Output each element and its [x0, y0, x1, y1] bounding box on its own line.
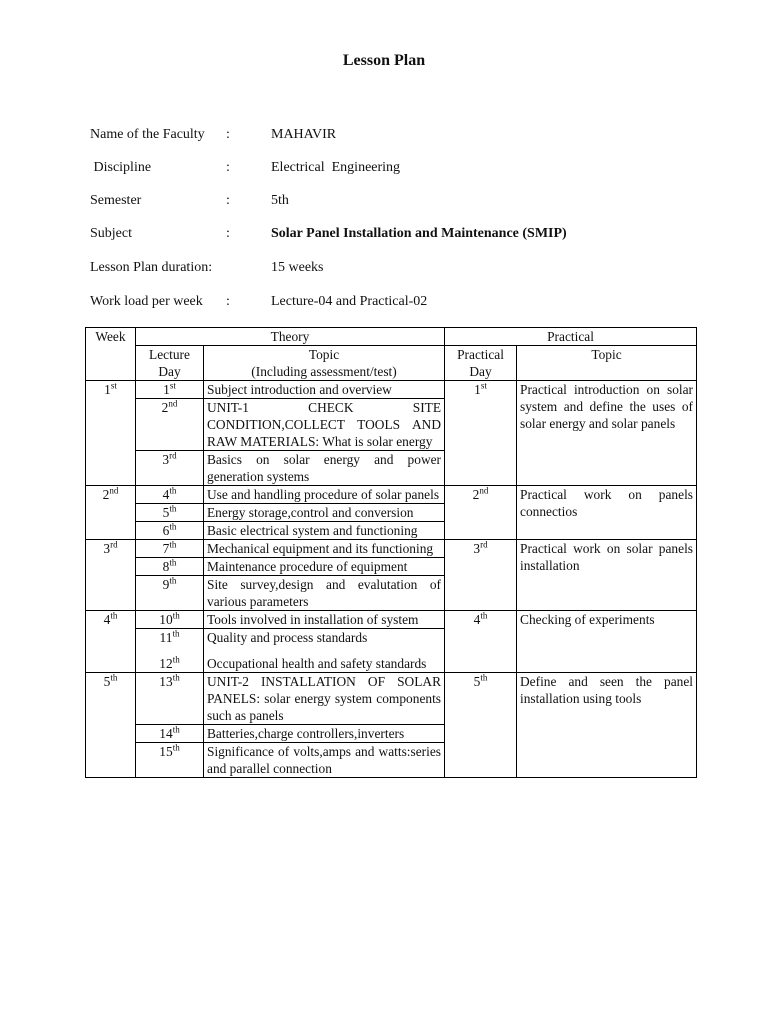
lecture-day-cell: 7th [136, 540, 204, 558]
practical-topic-cell: Practical work on panels connectios [517, 486, 697, 540]
lecture-day-cell: 13th [136, 673, 204, 725]
practical-topic-cell: Checking of experiments [517, 611, 697, 673]
practical-header: Practical [445, 328, 697, 346]
lecture-day-cell: 14th [136, 725, 204, 743]
practical-topic-cell: Practical introduction on solar system and define the uses of solar energy and solar panels [517, 381, 697, 486]
meta-value: Solar Panel Installation and Maintenance (SMIP) [271, 226, 567, 241]
lecture-topic-cell: Significance of volts,amps and watts:series and parallel connection [204, 743, 445, 778]
practical-day-cell: 3rd [445, 540, 517, 611]
practical-topic-cell: Define and seen the panel installation using tools [517, 673, 697, 778]
lecture-day-cell: 10th [136, 611, 204, 629]
lecture-topic-cell: Basics on solar energy and power generation systems [204, 451, 445, 486]
lecture-topic-cell: Maintenance procedure of equipment [204, 558, 445, 576]
subheader-row [86, 346, 697, 381]
lecture-day-cell: 3rd [136, 451, 204, 486]
topic-header-sub: (Including assessment/test) [251, 364, 397, 379]
week-cell: 1st [86, 381, 136, 486]
table-row [86, 540, 697, 558]
meta-value: 5th [271, 193, 289, 208]
header-row [86, 328, 697, 346]
lecture-topic-cell: Site survey,design and evalutation of various parameters [204, 576, 445, 611]
lecture-day-cell: 1st [136, 381, 204, 399]
lecture-topic-cell: Subject introduction and overview [204, 381, 445, 399]
theory-header: Theory [136, 328, 445, 346]
meta-label: Discipline [90, 160, 152, 175]
lecture-topic-cell: Use and handling procedure of solar panels [204, 486, 445, 504]
lecture-day-cell: 12th [136, 651, 204, 673]
meta-colon: : [226, 226, 230, 241]
meta-label: Subject [90, 226, 132, 241]
lecture-topic-cell: Quality and process standards [204, 629, 445, 652]
table-row [86, 486, 697, 504]
table-row [86, 673, 697, 725]
meta-colon: : [226, 193, 230, 208]
week-header-cont [86, 346, 136, 381]
meta-label: Semester [90, 193, 142, 208]
meta-value: 15 weeks [271, 260, 324, 275]
lecture-topic-cell: Mechanical equipment and its functioning [204, 540, 445, 558]
practical-day-cell: 2nd [445, 486, 517, 540]
lecture-topic-cell: UNIT-1 CHECK SITE CONDITION,COLLECT TOOLS AND RAW MATERIALS: What is solar energy [204, 399, 445, 451]
lecture-day-cell: 5th [136, 504, 204, 522]
practical-topic-header: Topic [517, 346, 697, 381]
topic-header [204, 346, 445, 381]
lecture-topic-cell: Energy storage,control and conversion [204, 504, 445, 522]
meta-value: MAHAVIR [271, 127, 337, 142]
page-title: Lesson Plan [342, 52, 426, 69]
practical-day-cell: 5th [445, 673, 517, 778]
practical-day-cell: 1st [445, 381, 517, 486]
lecture-day-cell: 4th [136, 486, 204, 504]
lesson-plan-table [85, 327, 697, 778]
week-cell: 3rd [86, 540, 136, 611]
lecture-day-header: Lecture Day [136, 346, 204, 381]
week-cell: 5th [86, 673, 136, 778]
practical-day-header: Practical Day [445, 346, 517, 381]
practical-topic-cell: Practical work on solar panels installation [517, 540, 697, 611]
lecture-topic-cell: Occupational health and safety standards [204, 651, 445, 673]
lecture-topic-cell: Batteries,charge controllers,inverters [204, 725, 445, 743]
topic-header-label: Topic [308, 347, 340, 362]
lecture-day-cell: 8th [136, 558, 204, 576]
table-row [86, 381, 697, 399]
lecture-day-cell: 9th [136, 576, 204, 611]
week-cell: 4th [86, 611, 136, 673]
meta-colon: : [226, 127, 230, 142]
meta-colon: : [226, 160, 230, 175]
meta-value: Lecture-04 and Practical-02 [271, 294, 428, 309]
lecture-day-cell: 6th [136, 522, 204, 540]
lecture-topic-cell: Tools involved in installation of system [204, 611, 445, 629]
week-cell: 2nd [86, 486, 136, 540]
meta-value: Electrical Engineering [271, 160, 401, 175]
practical-day-cell: 4th [445, 611, 517, 673]
lecture-topic-cell: Basic electrical system and functioning [204, 522, 445, 540]
lecture-day-cell: 11th [136, 629, 204, 652]
meta-label: Name of the Faculty [90, 127, 205, 142]
lecture-day-cell: 15th [136, 743, 204, 778]
table-row [86, 611, 697, 629]
meta-colon: : [226, 294, 230, 309]
meta-label: Work load per week [90, 294, 203, 309]
lecture-topic-cell: UNIT-2 INSTALLATION OF SOLAR PANELS: solar energy system components such as panels [204, 673, 445, 725]
lecture-day-cell: 2nd [136, 399, 204, 451]
week-header: Week [86, 328, 136, 346]
meta-label: Lesson Plan duration: [90, 260, 213, 275]
